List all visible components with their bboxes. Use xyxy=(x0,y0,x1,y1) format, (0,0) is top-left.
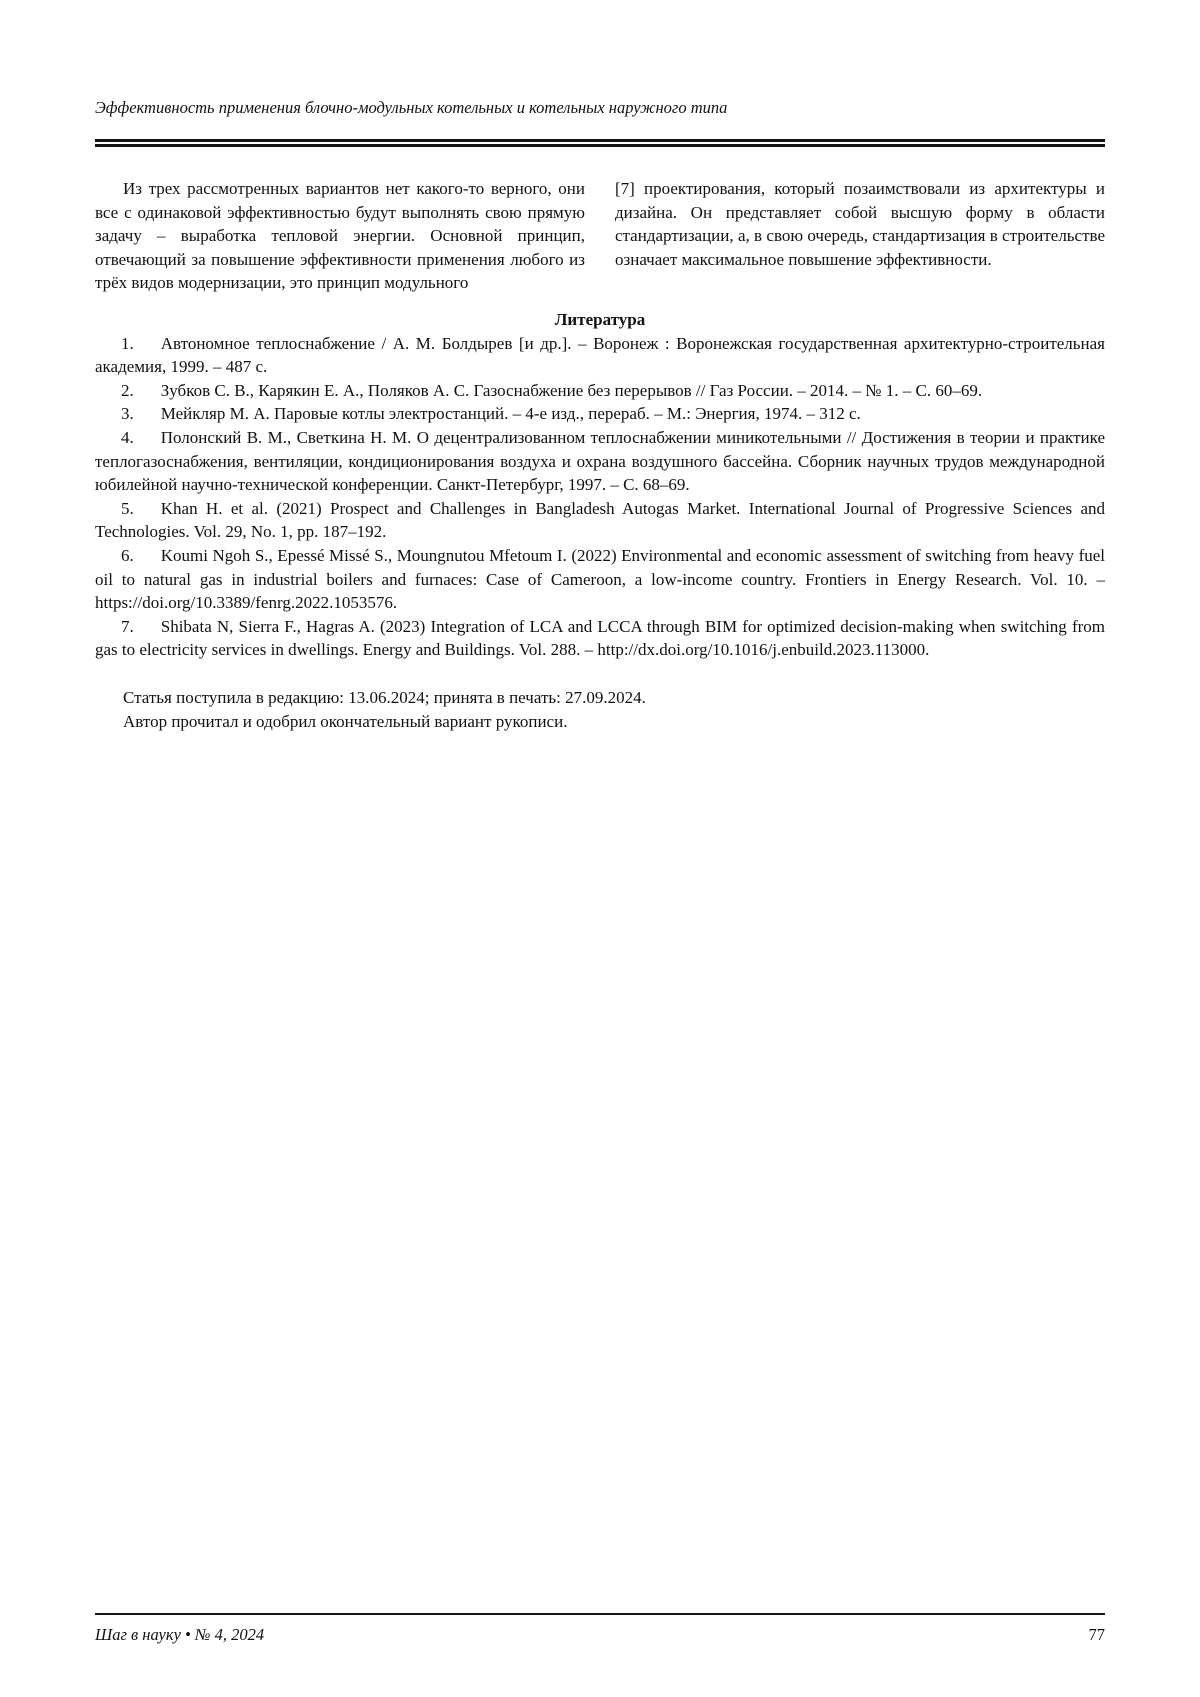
author-approval-line: Автор прочитал и одобрил окончательный вариант рукописи. xyxy=(123,712,568,732)
running-title: Эффективность применения блочно-модульных котельных и котельных наружного типа xyxy=(95,98,728,117)
reference-number: 6. xyxy=(121,545,134,565)
body-columns xyxy=(95,177,1105,295)
body-column-left: Из трех рассмотренных вариантов нет какого-то верного, они все с одинаковой эффективностью будут выполнять свою прямую задачу – выработка тепловой энергии. Основной принцип, отвечающий за повышение эффективности применения любого из трёх видов модернизации, это принцип модульного xyxy=(95,179,585,293)
reference-text: Koumi Ngoh S., Epessé Missé S., Moungnutou Mfetoum I. (2022) Environmental and economic assessment of switching from heavy fuel oil to natural gas in industrial boilers and furnaces: Case of Cameroon, a low-income country. Frontiers in Energy Research. Vol. 10. – https://doi.org/10.3389/fenrg.2022.1053576. xyxy=(95,545,1105,613)
reference-item xyxy=(95,332,1105,379)
reference-item xyxy=(95,402,1105,426)
reference-item xyxy=(95,497,1105,544)
reference-text: Зубков С. В., Карякин Е. А., Поляков А. С. Газоснабжение без перерывов // Газ России. – 2014. – № 1. – С. 60–69. xyxy=(160,380,983,400)
reference-text: Khan H. et al. (2021) Prospect and Challenges in Bangladesh Autogas Market. International Journal of Progressive Sciences and Technologies. Vol. 29, No. 1, pp. 187–192. xyxy=(95,498,1105,542)
header-double-rule xyxy=(95,139,1105,147)
received-accepted-line: Статья поступила в редакцию: 13.06.2024; принята в печать: 27.09.2024. xyxy=(123,687,646,707)
article-dates-block xyxy=(95,686,1105,735)
reference-item xyxy=(95,615,1105,662)
reference-number: 3. xyxy=(121,404,134,424)
page-content xyxy=(0,0,1200,735)
reference-text: Shibata N, Sierra F., Hagras A. (2023) Integration of LCA and LCCA through BIM for optimized decision-making when switching from gas to electricity services in dwellings. Energy and Buildings. Vol. 288. – http://dx.doi.org/10.1016/j.enbuild.2023.113000. xyxy=(95,616,1105,660)
reference-text: Полонский В. М., Светкина Н. М. О децентрализованном теплоснабжении миникотельными // Достижения в теории и практике теплогазоснабжения, вентиляции, кондиционирования воздуха и охрана воздушного бассейна. Сборник научных трудов международной юбилейной научно-технической конференции. Санкт-Петербург, 1997. – С. 68–69. xyxy=(95,427,1105,495)
reference-item xyxy=(95,379,1105,403)
page-footer xyxy=(95,1613,1105,1645)
body-column-right: [7] проектирования, который позаимствовали из архитектуры и дизайна. Он представляет собой высшую форму в области стандартизации, а, в свою очередь, стандартизация в строительстве означает максимальное повышение эффективности. xyxy=(615,179,1105,269)
reference-number: 5. xyxy=(121,498,134,518)
reference-item xyxy=(95,426,1105,497)
references-heading: Литература xyxy=(554,309,646,329)
reference-number: 4. xyxy=(121,427,134,447)
reference-number: 2. xyxy=(121,380,134,400)
reference-text: Автономное теплоснабжение / А. М. Болдырев [и др.]. – Воронеж : Воронежская государственная архитектурно-строительная академия, 1999. – 487 с. xyxy=(95,333,1105,377)
journal-name-footer: Шаг в науку • № 4, 2024 xyxy=(95,1625,265,1644)
page-number: 77 xyxy=(1088,1625,1105,1644)
reference-number: 1. xyxy=(121,333,134,353)
reference-text: Мейкляр М. А. Паровые котлы электростанций. – 4-е изд., перераб. – М.: Энергия, 1974. – 312 с. xyxy=(160,404,861,424)
references-list xyxy=(95,332,1105,662)
reference-number: 7. xyxy=(121,616,134,636)
reference-item xyxy=(95,544,1105,615)
